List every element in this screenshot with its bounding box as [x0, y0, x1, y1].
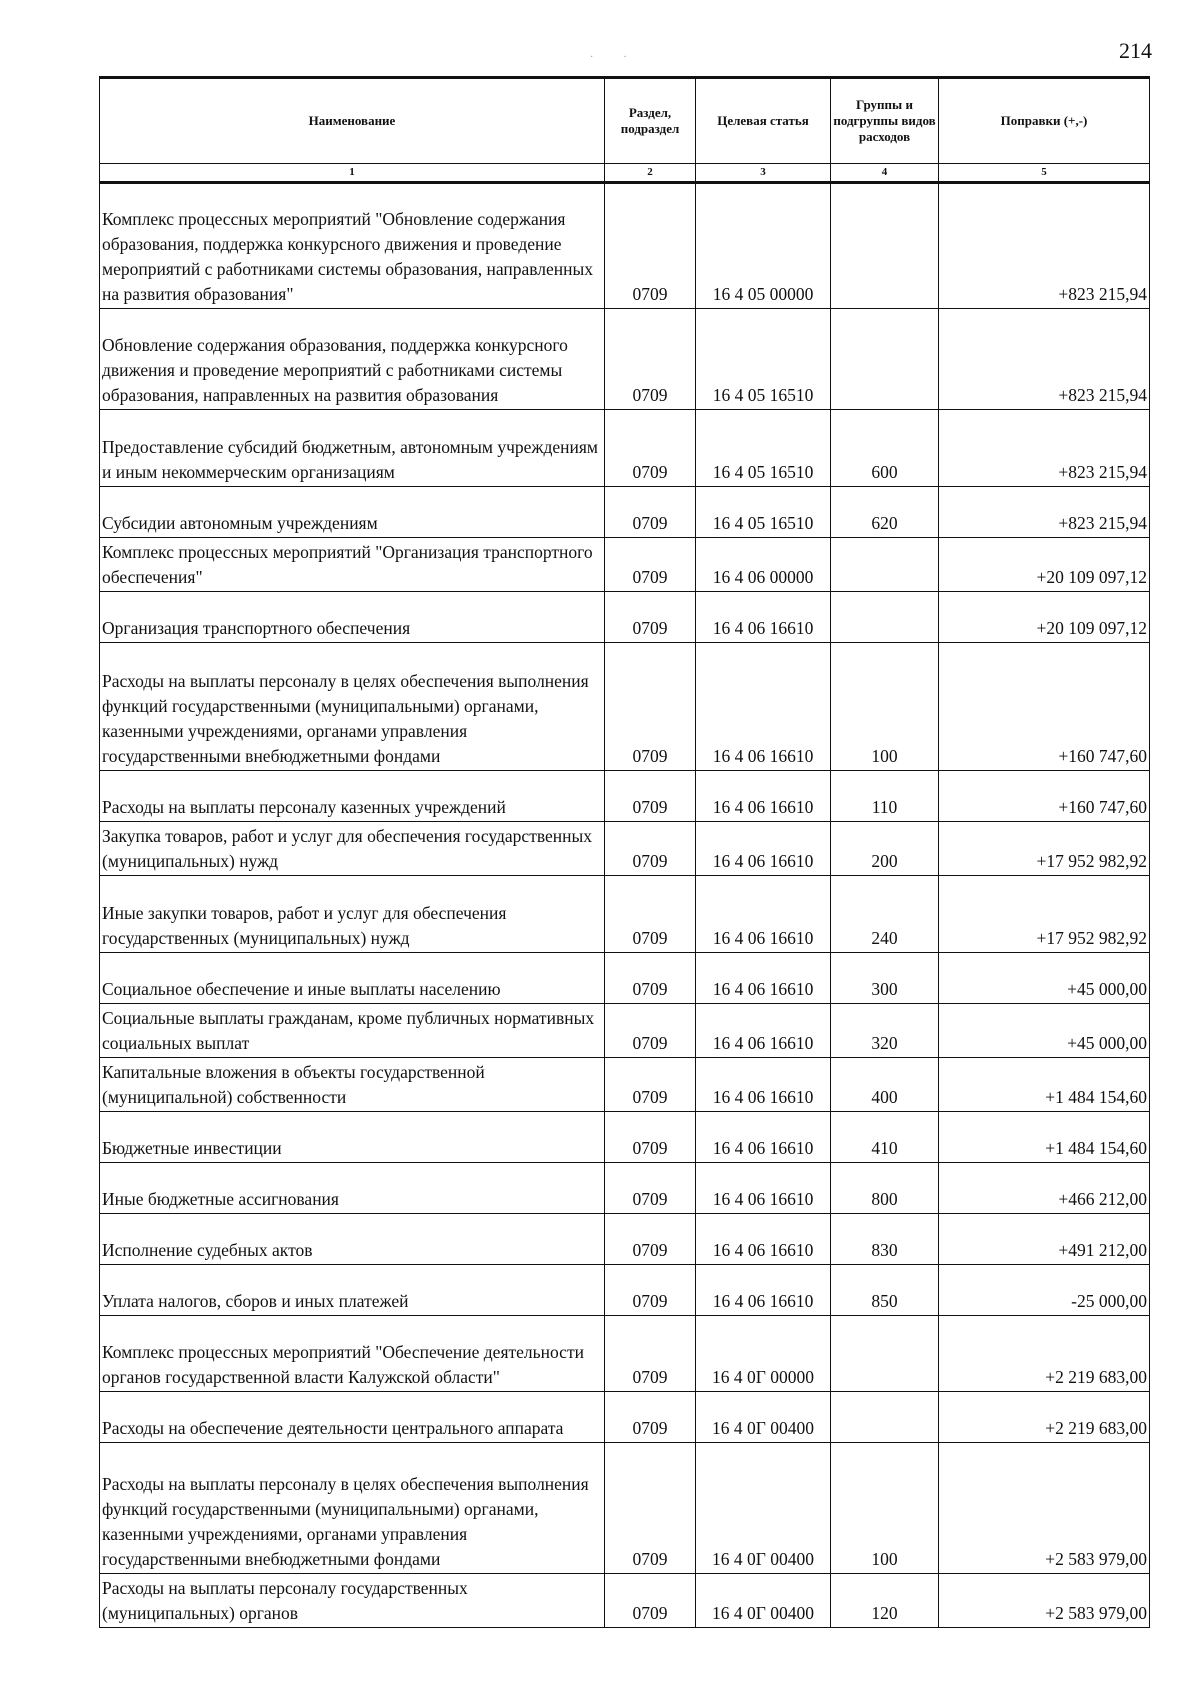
row-target: 16 4 05 16510	[696, 410, 831, 487]
row-section: 0709	[605, 592, 696, 643]
row-name: Расходы на выплаты персоналу казенных учреждений	[100, 771, 605, 822]
row-amount: +1 484 154,60	[939, 1058, 1150, 1112]
table-row	[100, 538, 1150, 592]
row-amount: +466 212,00	[939, 1163, 1150, 1214]
row-amount: +823 215,94	[939, 410, 1150, 487]
row-section: 0709	[605, 822, 696, 876]
row-section: 0709	[605, 183, 696, 309]
row-target: 16 4 0Г 00400	[696, 1443, 831, 1574]
row-name: Социальное обеспечение и иные выплаты населению	[100, 953, 605, 1004]
row-name: Уплата налогов, сборов и иных платежей	[100, 1265, 605, 1316]
row-amount: +45 000,00	[939, 1004, 1150, 1058]
row-name: Расходы на выплаты персоналу в целях обеспечения выполнения функций государственными (муниципальными) органами, казенными учреждениями, органами управления государственными внебюджетными фондами	[100, 643, 605, 771]
row-expense-type: 830	[831, 1214, 939, 1265]
row-expense-type: 620	[831, 487, 939, 538]
table-body	[100, 183, 1150, 1628]
column-number: 4	[831, 164, 939, 183]
row-target: 16 4 06 16610	[696, 771, 831, 822]
row-target: 16 4 06 16610	[696, 1265, 831, 1316]
row-expense-type: 300	[831, 953, 939, 1004]
scan-artifact: ··	[590, 52, 657, 63]
row-target: 16 4 06 16610	[696, 953, 831, 1004]
table-row	[100, 1316, 1150, 1392]
row-section: 0709	[605, 876, 696, 953]
row-amount: -25 000,00	[939, 1265, 1150, 1316]
row-section: 0709	[605, 309, 696, 410]
row-expense-type: 200	[831, 822, 939, 876]
table-row	[100, 771, 1150, 822]
row-expense-type: 100	[831, 1443, 939, 1574]
row-section: 0709	[605, 1004, 696, 1058]
row-section: 0709	[605, 953, 696, 1004]
table-row	[100, 643, 1150, 771]
row-expense-type: 800	[831, 1163, 939, 1214]
row-amount: +823 215,94	[939, 487, 1150, 538]
row-name: Исполнение судебных актов	[100, 1214, 605, 1265]
row-expense-type: 100	[831, 643, 939, 771]
row-target: 16 4 06 16610	[696, 1004, 831, 1058]
row-name: Социальные выплаты гражданам, кроме публичных нормативных социальных выплат	[100, 1004, 605, 1058]
row-section: 0709	[605, 1112, 696, 1163]
column-number: 1	[100, 164, 605, 183]
row-amount: +823 215,94	[939, 183, 1150, 309]
header-row	[100, 78, 1150, 164]
row-target: 16 4 06 16610	[696, 1214, 831, 1265]
table-row	[100, 1443, 1150, 1574]
row-name: Предоставление субсидий бюджетным, автономным учреждениям и иным некоммерческим организациям	[100, 410, 605, 487]
table-row	[100, 1004, 1150, 1058]
row-target: 16 4 06 16610	[696, 1163, 831, 1214]
row-amount: +17 952 982,92	[939, 822, 1150, 876]
row-target: 16 4 06 16610	[696, 1058, 831, 1112]
row-target: 16 4 0Г 00400	[696, 1392, 831, 1443]
row-amount: +20 109 097,12	[939, 538, 1150, 592]
row-target: 16 4 06 00000	[696, 538, 831, 592]
row-section: 0709	[605, 1316, 696, 1392]
row-target: 16 4 05 16510	[696, 487, 831, 538]
row-target: 16 4 06 16610	[696, 876, 831, 953]
row-name: Бюджетные инвестиции	[100, 1112, 605, 1163]
row-expense-type: 240	[831, 876, 939, 953]
row-amount: +17 952 982,92	[939, 876, 1150, 953]
row-expense-type	[831, 183, 939, 309]
row-name: Иные бюджетные ассигнования	[100, 1163, 605, 1214]
row-section: 0709	[605, 1443, 696, 1574]
table-row	[100, 592, 1150, 643]
row-name: Расходы на выплаты персоналу государственных (муниципальных) органов	[100, 1574, 605, 1628]
column-number-row	[100, 164, 1150, 183]
row-expense-type: 320	[831, 1004, 939, 1058]
row-name: Комплекс процессных мероприятий "Обновление содержания образования, поддержка конкурсного движения и проведение мероприятий с работниками системы образования, направленных на развития образования"	[100, 183, 605, 309]
header-amendments: Поправки (+,-)	[939, 78, 1150, 164]
row-amount: +2 583 979,00	[939, 1574, 1150, 1628]
row-name: Закупка товаров, работ и услуг для обеспечения государственных (муниципальных) нужд	[100, 822, 605, 876]
row-expense-type: 410	[831, 1112, 939, 1163]
header-name: Наименование	[100, 78, 605, 164]
table-row	[100, 1163, 1150, 1214]
header-target-article: Целевая статья	[696, 78, 831, 164]
row-section: 0709	[605, 1058, 696, 1112]
row-amount: +823 215,94	[939, 309, 1150, 410]
column-number: 5	[939, 164, 1150, 183]
table-row	[100, 876, 1150, 953]
row-target: 16 4 06 16610	[696, 1112, 831, 1163]
row-amount: +160 747,60	[939, 771, 1150, 822]
column-number: 2	[605, 164, 696, 183]
table-row	[100, 1112, 1150, 1163]
column-number: 3	[696, 164, 831, 183]
row-expense-type	[831, 538, 939, 592]
row-section: 0709	[605, 1214, 696, 1265]
table-row	[100, 487, 1150, 538]
row-section: 0709	[605, 1163, 696, 1214]
row-amount: +45 000,00	[939, 953, 1150, 1004]
row-amount: +2 219 683,00	[939, 1392, 1150, 1443]
row-amount: +1 484 154,60	[939, 1112, 1150, 1163]
row-name: Иные закупки товаров, работ и услуг для обеспечения государственных (муниципальных) нужд	[100, 876, 605, 953]
row-name: Организация транспортного обеспечения	[100, 592, 605, 643]
row-amount: +491 212,00	[939, 1214, 1150, 1265]
row-section: 0709	[605, 1392, 696, 1443]
row-target: 16 4 06 16610	[696, 592, 831, 643]
row-section: 0709	[605, 1574, 696, 1628]
row-target: 16 4 0Г 00400	[696, 1574, 831, 1628]
row-section: 0709	[605, 487, 696, 538]
table-row	[100, 1574, 1150, 1628]
row-name: Субсидии автономным учреждениям	[100, 487, 605, 538]
row-name: Комплекс процессных мероприятий "Организация транспортного обеспечения"	[100, 538, 605, 592]
row-amount: +2 583 979,00	[939, 1443, 1150, 1574]
row-name: Капитальные вложения в объекты государственной (муниципальной) собственности	[100, 1058, 605, 1112]
row-name: Расходы на выплаты персоналу в целях обеспечения выполнения функций государственными (муниципальными) органами, казенными учреждениями, органами управления государственными внебюджетными фондами	[100, 1443, 605, 1574]
table-row	[100, 309, 1150, 410]
row-target: 16 4 0Г 00000	[696, 1316, 831, 1392]
header-section: Раздел, подраздел	[605, 78, 696, 164]
row-target: 16 4 05 16510	[696, 309, 831, 410]
table-row	[100, 1265, 1150, 1316]
table-row	[100, 183, 1150, 309]
row-target: 16 4 06 16610	[696, 822, 831, 876]
row-expense-type	[831, 1392, 939, 1443]
row-expense-type: 850	[831, 1265, 939, 1316]
table-row	[100, 822, 1150, 876]
row-target: 16 4 06 16610	[696, 643, 831, 771]
row-expense-type	[831, 1316, 939, 1392]
table-row	[100, 1214, 1150, 1265]
row-name: Комплекс процессных мероприятий "Обеспечение деятельности органов государственной власти Калужской области"	[100, 1316, 605, 1392]
row-section: 0709	[605, 643, 696, 771]
row-amount: +2 219 683,00	[939, 1316, 1150, 1392]
row-expense-type	[831, 309, 939, 410]
row-section: 0709	[605, 410, 696, 487]
row-expense-type	[831, 592, 939, 643]
table-row	[100, 410, 1150, 487]
page-number: 214	[1119, 38, 1152, 63]
row-section: 0709	[605, 771, 696, 822]
row-name: Расходы на обеспечение деятельности центрального аппарата	[100, 1392, 605, 1443]
row-section: 0709	[605, 538, 696, 592]
table-row	[100, 1058, 1150, 1112]
row-amount: +160 747,60	[939, 643, 1150, 771]
budget-amendments-table	[99, 76, 1150, 1628]
table-row	[100, 1392, 1150, 1443]
row-expense-type: 110	[831, 771, 939, 822]
row-amount: +20 109 097,12	[939, 592, 1150, 643]
table-row	[100, 953, 1150, 1004]
header-expense-groups: Группы и подгруппы видов расходов	[831, 78, 939, 164]
row-section: 0709	[605, 1265, 696, 1316]
row-expense-type: 400	[831, 1058, 939, 1112]
row-target: 16 4 05 00000	[696, 183, 831, 309]
row-expense-type: 600	[831, 410, 939, 487]
row-expense-type: 120	[831, 1574, 939, 1628]
row-name: Обновление содержания образования, поддержка конкурсного движения и проведение мероприятий с работниками системы образования, направленных на развития образования	[100, 309, 605, 410]
